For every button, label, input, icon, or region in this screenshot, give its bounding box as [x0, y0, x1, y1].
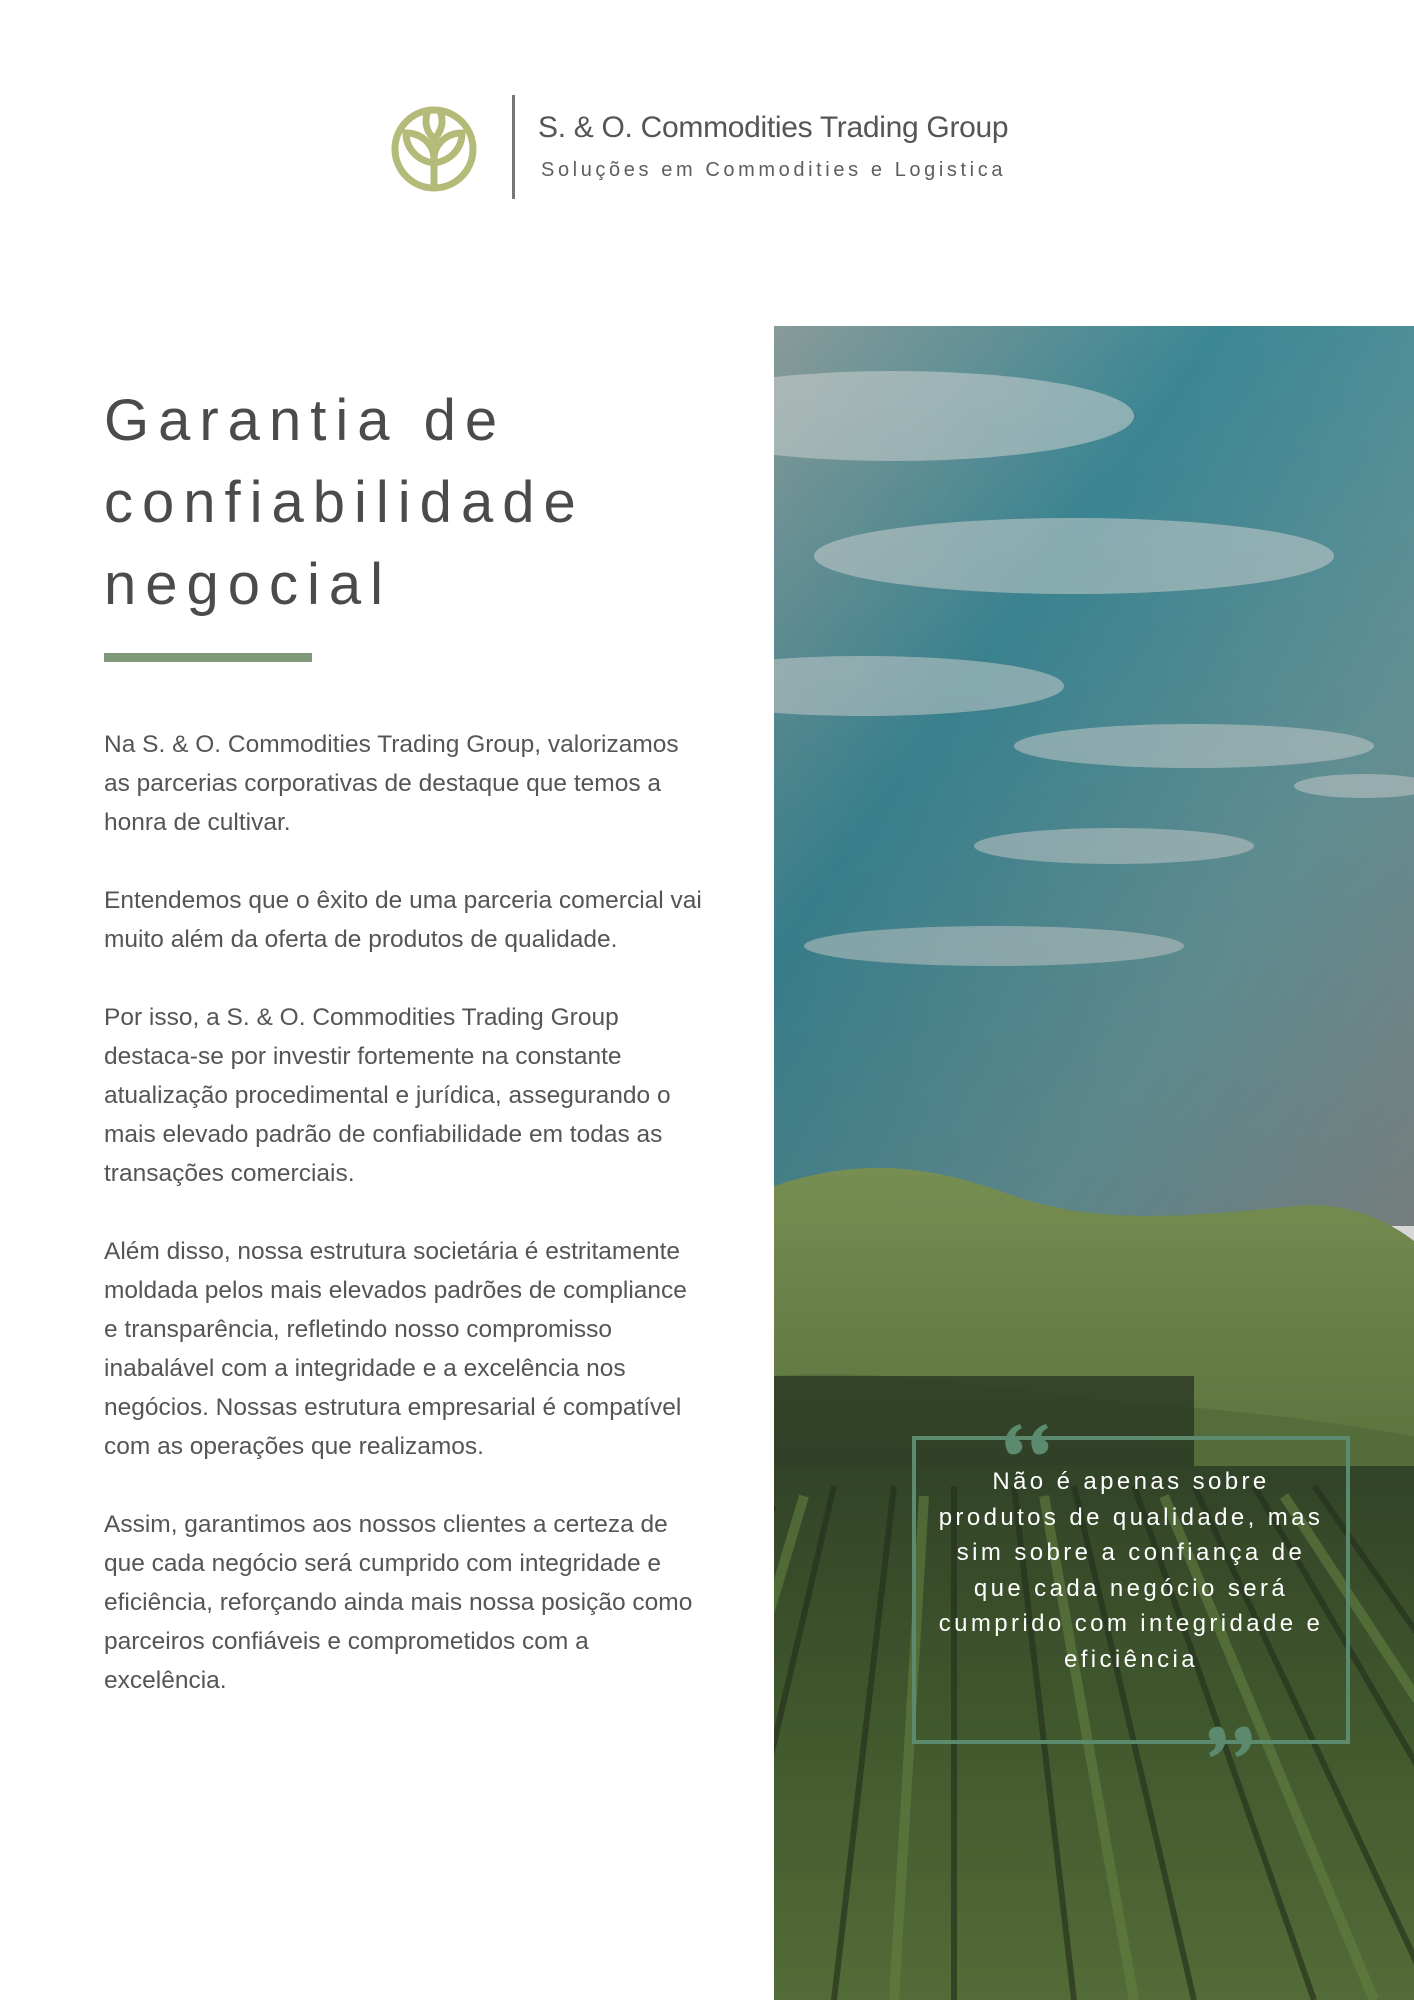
- title-underline: [104, 653, 312, 662]
- paragraph-compliance: Além disso, nossa estrutura societária é estritamente moldada pelos mais elevados padrões de compliance e transparência, refletindo nosso compromisso inabalável com a integridade e a excelência nos negócios. Nossas estrutura empresarial é compatível com as operações que realizamos.: [104, 1238, 687, 1460]
- vineyard-landscape-image: [774, 326, 1414, 2000]
- paragraph-intro: Na S. & O. Commodities Trading Group, valorizamos as parcerias corporativas de destaque que temos a honra de cultivar.: [104, 731, 679, 836]
- company-tagline: Soluções em Commodities e Logistica: [541, 159, 1007, 181]
- paragraph-investment: Por isso, a S. & O. Commodities Trading Group destaca-se por investir fortemente na constante atualização procedimental e jurídica, assegurando o mais elevado padrão de confiabilidade em todas as transações comerciais.: [104, 1004, 671, 1187]
- header-divider: [512, 95, 515, 199]
- body-copy: [104, 725, 704, 1739]
- paragraph-partnership: Entendemos que o êxito de uma parceria comercial vai muito além da oferta de produtos de qualidade.: [104, 887, 702, 953]
- page-title: Garantia de confiabilidade negocial: [104, 388, 585, 617]
- leaf-sprout-icon: [388, 103, 480, 195]
- quote-text: Não é apenas sobre produtos de qualidade, mas sim sobre a confiança de que cada negócio será cumprido com integridade e eficiência: [938, 1468, 1324, 1673]
- company-name: S. & O. Commodities Trading Group: [538, 111, 1009, 144]
- header: [0, 0, 1414, 230]
- paragraph-guarantee: Assim, garantimos aos nossos clientes a certeza de que cada negócio será cumprido com integridade e eficiência, reforçando ainda mais nossa posição como parceiros confiáveis e comprometidos com a excelência.: [104, 1511, 693, 1694]
- close-quote-icon: [1195, 1723, 1257, 1763]
- vineyard-image-panel: [774, 326, 1414, 2000]
- open-quote-icon: [1000, 1418, 1062, 1458]
